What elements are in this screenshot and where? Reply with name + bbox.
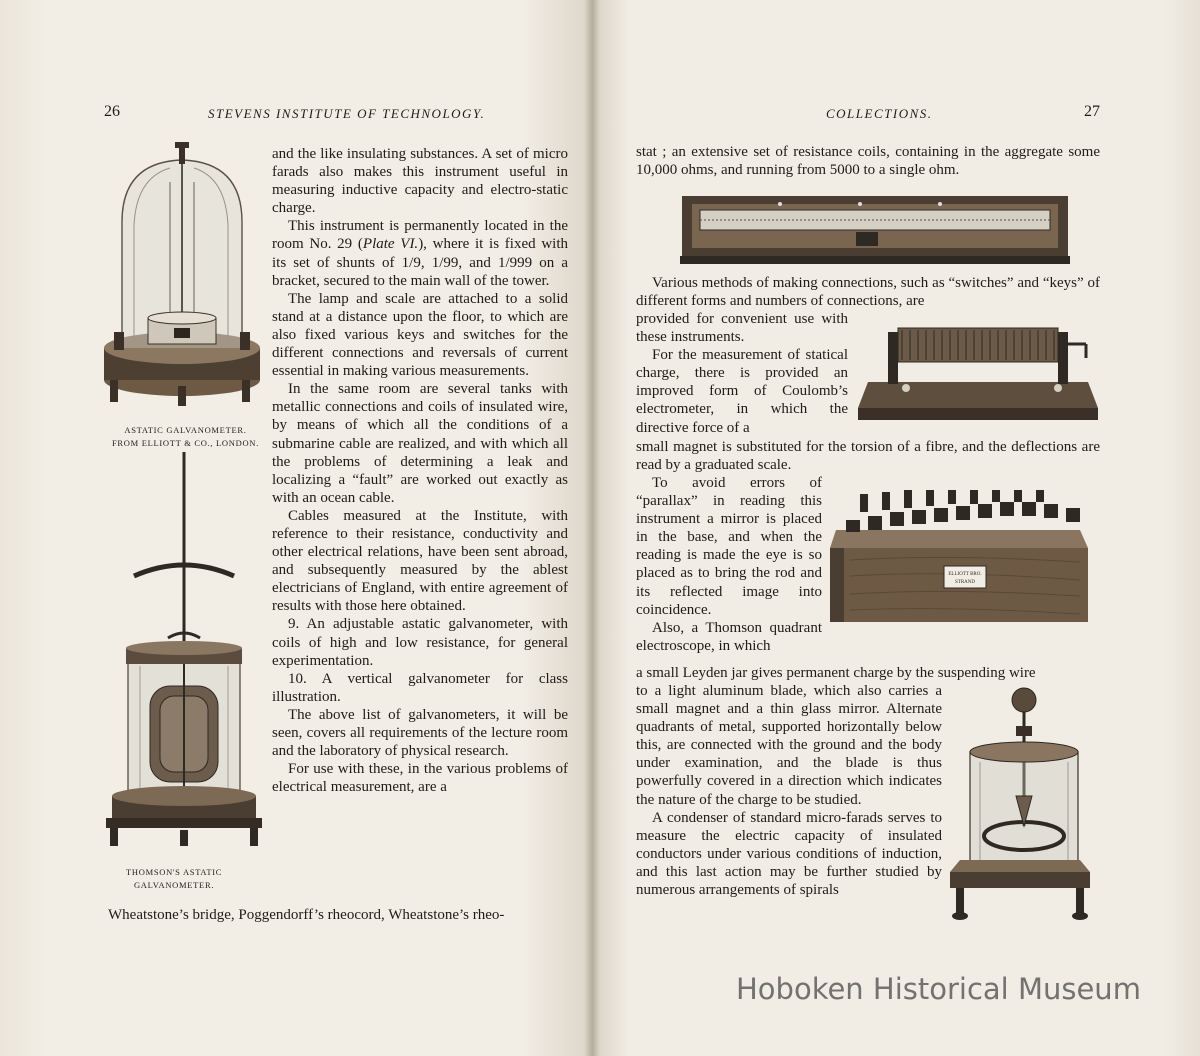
thomson-galvanometer-illustration <box>104 452 264 862</box>
quadrant-electroscope-illustration <box>946 686 1094 922</box>
text-run: ), where it is fixed with its set of shunts of <box>272 236 568 271</box>
paragraph-line: To avoid errors of “parallax” in reading this instrument a mirror is placed in the base, and when the reading is made the eye is so placed as to bring the rod and its reflected image into coincidence. <box>636 475 822 618</box>
paragraph-parallax <box>636 474 822 655</box>
page-number-right: 27 <box>1084 103 1100 120</box>
paragraph-connections-narrow <box>636 310 848 437</box>
page-number-left: 26 <box>104 103 120 120</box>
museum-watermark: Hoboken Historical Museum <box>736 972 1141 1006</box>
paragraph: Cables measured at the Institute, with reference to their resistance, conductivity and other electrical relations, have been sent abroad, and subsequently measured by the ablest electricians of England, with entire agreement of results with those here obtained. <box>272 507 568 615</box>
text-run: This instrument is permanently located in the room No. 29 ( <box>272 218 568 253</box>
shunt-fraction: 1/99 <box>431 254 459 271</box>
resistance-key-box-illustration <box>830 490 1090 630</box>
paragraph-line: Various methods of making connections, such as “switches” and “keys” of different forms and numbers of connections, are <box>636 275 1100 310</box>
figure-caption-astatic <box>112 424 259 450</box>
astatic-galvanometer-illustration <box>100 142 264 414</box>
text-run: , and <box>458 254 498 271</box>
paragraph-connections <box>636 274 1100 310</box>
paragraph: 10. A vertical galvanometer for class illustration. <box>272 670 568 705</box>
caption-line: FROM ELLIOTT & CO., LONDON. <box>112 438 259 448</box>
paragraph-rheostat: stat ; an extensive set of resistance coils, containing in the aggregate some 10,000 ohms, and running from 5000 to a single ohm. <box>636 144 1100 179</box>
paragraph-quadrant-intro: Also, a Thomson quadrant electroscope, in which <box>636 619 822 654</box>
text-run: on a bracket, secured to the main wall of the tower. <box>272 254 568 289</box>
figure-caption-thomson <box>126 866 222 892</box>
resistance-coil-board-illustration <box>680 192 1070 266</box>
left-page-column-text <box>272 145 568 796</box>
paragraph-electrometer-full: small magnet is substituted for the torsion of a fibre, and the deflections are read by a graduated scale. <box>636 439 1100 474</box>
shunt-fraction: 1/9 <box>401 254 421 271</box>
paragraph-line: provided for convenient use with these instruments. <box>636 311 848 346</box>
caption-line: GALVANOMETER. <box>133 880 215 890</box>
paragraph: The above list of galvanometers, it will be seen, covers all requirements of the lecture room and the laboratory of physical research. <box>272 706 568 760</box>
paragraph: 9. An adjustable astatic galvanometer, with coils of high and low resistance, for general experimentation. <box>272 616 568 669</box>
paragraph-quadrant-full: a small Leyden jar gives permanent charge by the suspending wire <box>636 665 1036 681</box>
shunt-fraction: 1/999 <box>497 254 533 271</box>
text-run: , <box>420 254 432 271</box>
paragraph-quadrant-narrow <box>636 682 942 899</box>
caption-line: ASTATIC GALVANOMETER. <box>124 425 247 435</box>
box-maker-label: ELLIOTT BRO. <box>948 572 982 577</box>
paragraph: For use with these, in the various problems of electrical measurement, are a <box>272 761 568 796</box>
book-gutter <box>584 0 600 1056</box>
plate-reference: Plate VI. <box>362 236 419 253</box>
coulomb-electrometer-illustration <box>858 318 1102 422</box>
paragraph-line: to a light aluminum blade, which also carries a small magnet and a thin glass mirror. Alternate quadrants of metal, supported horizontally below this, are connected with the ground and the body under examination, and the blade is thus powerfully covered in a direction which indicates the nature of the charge to be studied. <box>636 683 942 808</box>
paragraph: In the same room are several tanks with metallic connections and coils of insulated wire, by means of which all the conditions of a submarine cable are realized, and with which all the problems of determining a leak and localizing a “fault” are worked out exactly as with an ocean cable. <box>272 381 568 506</box>
running-head-right: COLLECTIONS. <box>826 106 933 121</box>
paragraph-instrument-location <box>272 217 568 289</box>
box-maker-label: STRAND <box>954 580 976 585</box>
caption-line: THOMSON'S ASTATIC <box>126 867 223 877</box>
left-page-bottom-line: Wheatstone’s bridge, Poggendorff’s rheocord, Wheatstone’s rheo- <box>108 907 505 923</box>
paragraph: The lamp and scale are attached to a solid stand at a distance upon the floor, to which are also fixed various keys and switches for the different connections and reversals of current essential in making various measurements. <box>272 290 568 380</box>
running-head-left: STEVENS INSTITUTE OF TECHNOLOGY. <box>208 106 486 121</box>
paragraph-condenser: A condenser of standard micro-farads serves to measure the electric capacity of insulated conductors under various conditions of induction, and this last action may be further studied by numerous arrangements of spirals <box>636 809 942 899</box>
paragraph: and the like insulating substances. A set of micro farads also makes this instrument useful in measuring inductive capacity and electro-static charge. <box>272 146 568 217</box>
paragraph-electrometer: For the measurement of statical charge, there is provided an improved form of Coulomb’s electrometer, in which the directive force of a <box>636 347 848 436</box>
